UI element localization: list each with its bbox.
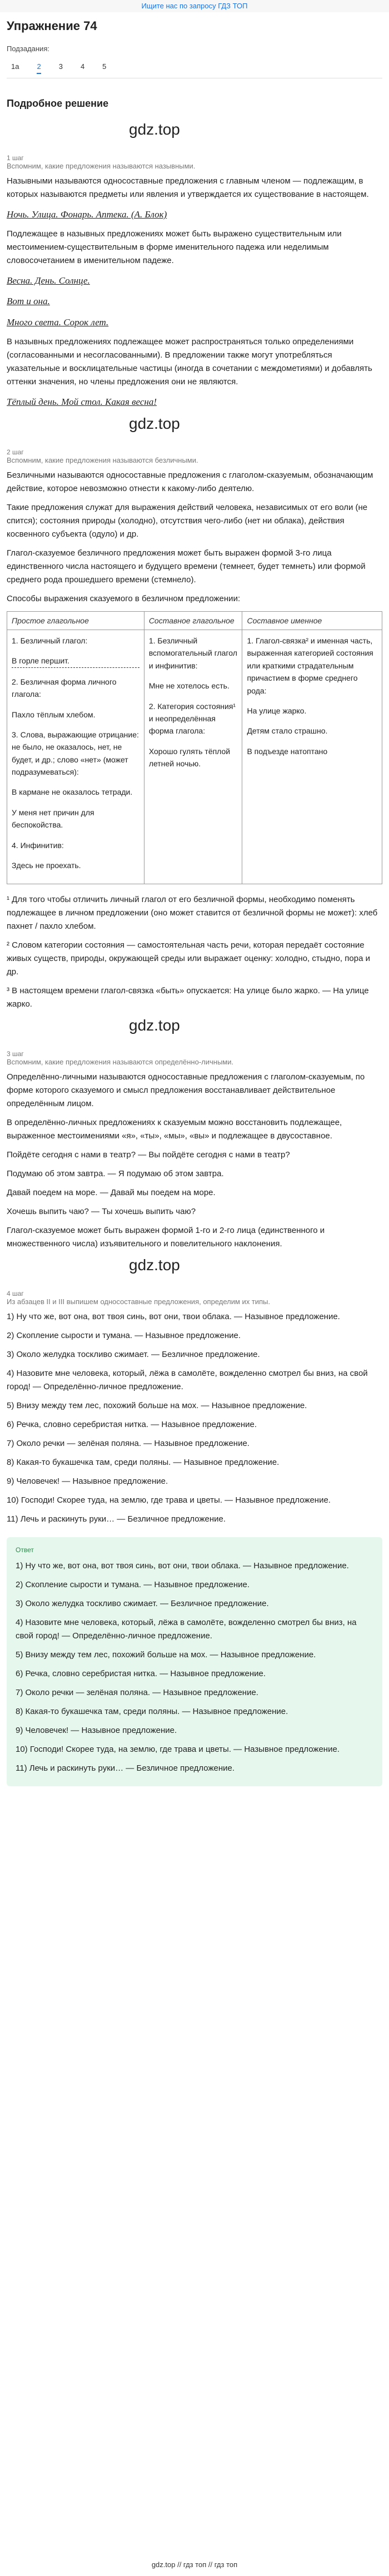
- list-item: 3) Около желудка тоскливо сжимает. — Безличное предложение.: [7, 1350, 260, 1360]
- tab-5[interactable]: 5: [102, 62, 107, 71]
- answer-item: 5) Внизу между тем лес, похожий больше на мох. — Назывное предложение.: [16, 1650, 316, 1660]
- footnote: ³ В настоящем времени глагол-связка «быть» опускается: На улице было жарко. — На улице жарко.: [7, 986, 369, 1009]
- cell-example: У меня нет причин для беспокойства.: [12, 808, 94, 830]
- step-hint: Вспомним, какие предложения называются безличными.: [7, 455, 198, 464]
- example-line: Подумаю об этом завтра. — Я подумаю об этом завтра.: [7, 1169, 224, 1179]
- cell-example: В подъезде натоптано: [247, 746, 328, 756]
- step-label: 1 шаг: [7, 154, 24, 162]
- cell-example: Мне не хотелось есть.: [148, 681, 230, 691]
- paragraph: В определённо-личных предложениях к сказуемым можно восстановить подлежащее, выраженное местоимениями «я», «ты», «мы», «вы» и подлежащее в двусоставное.: [7, 1118, 342, 1141]
- watermark: gdz.top: [129, 121, 180, 138]
- answer-item: 2) Скопление сырости и тумана. — Назывное предложение.: [16, 1580, 250, 1590]
- cell-line: 1. Безличный вспомогательный глагол и инфинитив:: [148, 636, 237, 670]
- paragraph: Определённо-личными называются односоставные предложения с глаголом-сказуемым, по форме которого сказуемого и смысл предложения восстанавливает действительное определённым лицом.: [7, 1072, 365, 1109]
- list-item: 1) Ну что же, вот она, вот твоя синь, вот они, твои облака. — Назывное предложение.: [7, 1312, 340, 1322]
- answer-item: 7) Около речки — зелёная поляна. — Назывное предложение.: [16, 1688, 258, 1698]
- watermark: gdz.top: [129, 414, 180, 432]
- cell-example: В кармане не оказалось тетради.: [12, 787, 133, 797]
- table-header: Простое глагольное: [7, 611, 144, 630]
- cell-line: 4. Инфинитив:: [12, 840, 64, 850]
- cell-example: На улице жарко.: [247, 706, 307, 715]
- subtasks-label: Подзадания:: [7, 44, 49, 53]
- answer-item: 9) Человечек! — Назывное предложение.: [16, 1726, 177, 1736]
- step-label: 3 шаг: [7, 1050, 24, 1058]
- answer-item: 10) Господи! Скорее туда, на землю, где трава и цветы. — Назывное предложение.: [16, 1745, 340, 1755]
- page-title: Упражнение 74: [7, 19, 97, 33]
- table-cell: [144, 630, 242, 884]
- watermark: gdz.top: [129, 1256, 180, 1274]
- step-hint: Из абзацев II и III выпишем односоставные предложения, определим их типы.: [7, 1297, 271, 1306]
- predicate-table: [7, 611, 382, 884]
- footnote: ² Словом категории состояния — самостоятельная часть речи, которая передаёт состояние живых существ, природы, окружающей среды или выражает оценку: холодно, стыдно, пора и др.: [7, 940, 370, 977]
- answer-item: 4) Назовите мне человека, который, лёжа в самолёте, вожделенно смотрел бы вниз, на свой город! — Определённо-личное предложение.: [16, 1618, 357, 1641]
- example-line: Пойдёте сегодня с нами в театр? — Вы пойдёте сегодня с нами в театр?: [7, 1150, 290, 1160]
- paragraph: Назывными называются односоставные предложения с главным членом — подлежащим, в которых называются предметы или явления и утверждается их существование в настоящем.: [7, 176, 369, 199]
- cell-line: 1. Безличный глагол:: [12, 636, 88, 645]
- cell-line: 2. Безличная форма личного глагола:: [12, 677, 117, 699]
- top-banner-link[interactable]: Ищите нас по запросу ГДЗ ТОП: [141, 2, 248, 10]
- tab-4[interactable]: 4: [80, 62, 85, 71]
- paragraph: Способы выражения сказуемого в безличном предложении:: [7, 593, 241, 603]
- answer-item: 1) Ну что же, вот она, вот твоя синь, вот они, твои облака. — Назывное предложение.: [16, 1561, 349, 1571]
- footnote: ¹ Для того чтобы отличить личный глагол от его безличной формы, необходимо поменять подлежащее в личном предложении (оно может ставится от безличной формы не может): хлеб пахнет / пахло хлебом.: [7, 895, 378, 932]
- answer-box: [7, 1537, 382, 1786]
- list-item: 11) Лечь и раскинуть руки… — Безличное предложение.: [7, 1514, 226, 1524]
- answer-label: Ответ: [16, 1546, 34, 1554]
- answer-item: 6) Речка, словно серебристая нитка. — Назывное предложение.: [16, 1669, 266, 1679]
- paragraph: Безличными называются односоставные предложения с глаголом-сказуемым, обозначающим действие, которое невозможно отнести к какому-либо деятелю.: [7, 470, 373, 493]
- example-line: Хочешь выпить чаю? — Ты хочешь выпить чаю?: [7, 1207, 196, 1217]
- cell-example: В горле першит.: [12, 655, 139, 667]
- cell-line: 1. Глагол-связка² и именная часть, выраженная категорией состояния или краткими страдательным причастием в форме среднего рода:: [247, 636, 373, 695]
- answer-item: 11) Лечь и раскинуть руки… — Безличное предложение.: [16, 1763, 235, 1774]
- step-label: 2 шаг: [7, 448, 24, 456]
- paragraph: Такие предложения служат для выражения действий человека, независимых от его воли (не спится); состояния природы (холодно), отсутствия чего-либо (нет ни облака), действия косвенного субъекта (одуло) и др.: [7, 502, 368, 539]
- tab-3[interactable]: 3: [58, 62, 63, 71]
- solution-content: [7, 92, 382, 1786]
- list-item: 5) Внизу между тем лес, похожий больше на мох. — Назывное предложение.: [7, 1401, 307, 1411]
- example: Весна. День. Солнце.: [7, 275, 90, 286]
- answer-item: 3) Около желудка тоскливо сжимает. — Безличное предложение.: [16, 1599, 269, 1609]
- paragraph: Глагол-сказуемое безличного предложения может быть выражен формой 3-го лица единственного числа настоящего и будущего времени (темнеет, будет темнеть) или формой среднего рода прошедшего времени (стемнело).: [7, 548, 366, 584]
- table-cell: [242, 630, 382, 884]
- list-item: 8) Какая-то букашечка там, среди поляны. — Назывное предложение.: [7, 1458, 280, 1468]
- list-item: 6) Речка, словно серебристая нитка. — Назывное предложение.: [7, 1420, 257, 1430]
- tab-1a[interactable]: 1а: [11, 62, 19, 71]
- example: Вот и она.: [7, 296, 50, 307]
- paragraph: Глагол-сказуемое может быть выражен формой 1-го и 2-го лица (единственного и множественного числа) изъявительного и повелительного наклонения.: [7, 1226, 325, 1249]
- footer: gdz.top // гдз топ // гдз топ: [151, 2560, 238, 2569]
- cell-line: 3. Слова, выражающие отрицание: не было, не оказалось, нет, не будет, и др.; слово «нет» (может подразумеваться):: [12, 730, 139, 777]
- cell-example: Пахло тёплым хлебом.: [12, 710, 96, 719]
- table-header: Составное именное: [242, 611, 382, 630]
- tab-2[interactable]: 2: [37, 62, 41, 74]
- example: Тёплый день. Мой стол. Какая весна!: [7, 396, 157, 407]
- table-cell: [7, 630, 144, 884]
- watermark: gdz.top: [129, 1017, 180, 1034]
- top-banner: [0, 0, 389, 12]
- list-item: 2) Скопление сырости и тумана. — Назывное предложение.: [7, 1331, 241, 1341]
- list-item: 9) Человечек! — Назывное предложение.: [7, 1477, 168, 1487]
- cell-example: Хорошо гулять тёплой летней ночью.: [148, 746, 231, 769]
- answer-item: 8) Какая-то букашечка там, среди поляны. — Назывное предложение.: [16, 1707, 288, 1717]
- step-hint: Вспомним, какие предложения называются определённо-личными.: [7, 1058, 234, 1067]
- list-item: 7) Около речки — зелёная поляна. — Назывное предложение.: [7, 1439, 250, 1449]
- cell-example: Здесь не проехать.: [12, 861, 81, 870]
- example: Много света. Сорок лет.: [7, 316, 109, 328]
- detail-title: Подробное решение: [7, 98, 109, 109]
- step-label: 4 шаг: [7, 1290, 24, 1298]
- list-item: 10) Господи! Скорее туда, на землю, где трава и цветы. — Назывное предложение.: [7, 1495, 331, 1505]
- example-line: Давай поедем на море. — Давай мы поедем на море.: [7, 1188, 216, 1198]
- subtask-tabs: [11, 62, 106, 74]
- example: Ночь. Улица. Фонарь. Аптека. (А. Блок): [7, 209, 167, 220]
- paragraph: Подлежащее в назывных предложениях может быть выражено существительным или местоимением-существительным в форме именительного падежа или неделимым словосочетанием в именительном падеже.: [7, 229, 342, 266]
- list-item: 4) Назовите мне человека, который, лёжа в самолёте, вожделенно смотрел бы вниз, на свой город! — Определённо-личное предложение.: [7, 1369, 368, 1392]
- step-hint: Вспомним, какие предложения называются назывными.: [7, 162, 196, 170]
- cell-example: Детям стало страшно.: [247, 726, 328, 736]
- paragraph: В назывных предложениях подлежащее может распространяться только определениями (согласованными и несогласованными). В предложении также могут употребляться указательные и восклицательные частицы (иногда в сочетании с междометиями) и добавлять оттенки значения, но члены предложения они не являются.: [7, 336, 372, 387]
- table-header: Составное глагольное: [144, 611, 242, 630]
- cell-line: 2. Категория состояния¹ и неопределённая форма глагола:: [148, 701, 236, 736]
